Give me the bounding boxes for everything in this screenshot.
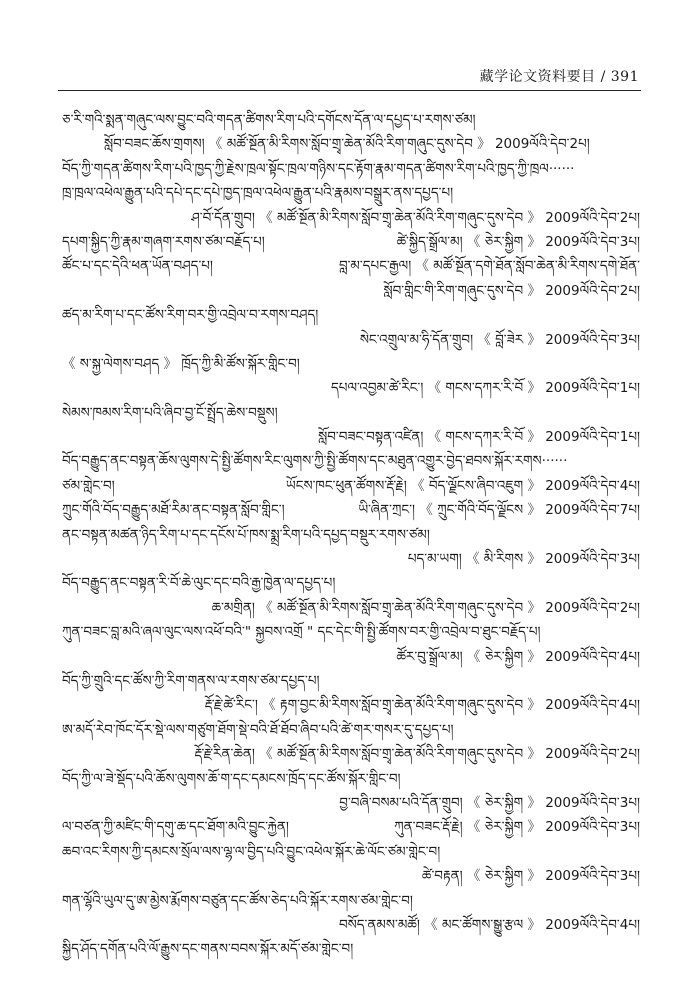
entry-citation-text: རྡོ་རྗེ་ཚེ་རིང་། 《 རྟག་བྱང་མི་རིགས་སློབ་གྲྭ་ཆེན་མོའི་རིག་གཞུང་དུས་དེབ 》 2009ལོའི་དེབ་4པ། <box>204 697 640 714</box>
bibliography-line <box>62 474 640 498</box>
running-header-title: 藏学论文资料要目 / 391 <box>479 69 639 85</box>
entry-title-text: ཅ་རི་གའི་སྨན་གཞུང་ལས་བྱུང་བའི་གདན་ཚིགས་རིག་པའི་དགོངས་དོན་ལ་དཔྱད་པ་རགས་ཙམ། <box>62 112 476 128</box>
bibliography-list <box>62 108 640 962</box>
entry-title-text: ཙམ་གླེང་བ། <box>62 477 115 494</box>
entry-title-text: བོད་ཀྱི་ལ་ཟེ་སྡོད་པའི་ཆོས་ལུགས་ཆོ་ག་དང་དམངས་ཁྲོད་དང་ཚོས་སྐོར་གླིང་བ། <box>62 770 401 787</box>
bibliography-line <box>62 693 640 717</box>
entry-citation-text: ཆ་མགྲིན། 《 མཚོ་སྔོན་མི་རིགས་སློབ་གྲྭ་ཆེན་མོའི་རིག་གཞུང་དུས་དེབ 》 2009ལོའི་དེབ་2པ། <box>211 599 640 616</box>
entry-citation-text: རྡོ་རྗེ་རིན་ཆེན། 《 མཚོ་སྔོན་མི་རིགས་སློབ་གྲྭ་ཆེན་མོའི་རིག་གཞུང་དུས་དེབ 》 2009ལོའི་དེབ་2པ། <box>194 746 640 763</box>
bibliography-line <box>62 376 640 400</box>
header-rule <box>58 90 641 91</box>
bibliography-line <box>62 840 640 864</box>
bibliography-line <box>62 767 640 791</box>
bibliography-line <box>62 449 640 473</box>
bibliography-line <box>62 132 640 156</box>
bibliography-line <box>62 937 640 961</box>
entry-citation-text: ཤ་བོ་དོན་གྲུབ། 《 མཚོ་སྔོན་མི་རིགས་སློབ་གྲྭ་ཆེན་མོའི་རིག་གཞུང་དུས་དེབ 》 2009ལོའི་དེབ་2པ། <box>191 209 640 226</box>
entry-citation-text: བླ་མ་དཔང་རྒྱལ། 《 མཚོ་སྔོན་དགེ་ཐོན་སློབ་ཆེན་མི་རིགས་དགེ་ཐོན་ <box>338 258 640 275</box>
entry-title-text: སློབ་བཟང་ཆོས་གྲགས། 《 མཚོ་སྔོན་མི་རིགས་སློབ་གྲྭ་ཆེན་མོའི་རིག་གཞུང་དུས་དེབ 》 2009ལོའི་དེབ་2པ། <box>104 136 590 153</box>
entry-title-text: བོད་བརྒྱུད་ནང་བསྟན་ཆོས་ལུགས་དེ་སྤྱི་ཚོགས་རིང་ལུགས་ཀྱི་སྤྱི་ཚོགས་དང་མཐུན་འགྱུར་བྱེད་ཐབས་སྐོར་རགས······ <box>62 453 568 470</box>
entry-citation-text: ཡི་ཞིན་ཀྲང་། 《 ཀྲུང་གོའི་བོད་ལྗོངས 》 2009ལོའི་དེབ་7པ། <box>358 502 640 519</box>
bibliography-line <box>62 571 640 595</box>
entry-citation-text: སློབ་བཟང་བསྟན་འཛིན། 《 གངས་དཀར་རི་བོ 》 2009ལོའི་དེབ་1པ། <box>318 429 640 446</box>
bibliography-line <box>62 889 640 913</box>
entry-citation-text: བྱ་བཞི་བསམ་པའི་དོན་གྲུབ། 《 ཅེར་སྐྱིག 》 2009ལོའི་དེབ་3པ། <box>339 794 640 811</box>
bibliography-line <box>62 303 640 327</box>
bibliography-line <box>62 181 640 205</box>
bibliography-line <box>62 425 640 449</box>
bibliography-line <box>62 596 640 620</box>
entry-title-text: ཁྲ་ཁྲལ་འཕེལ་རྒྱུན་པའི་དཔེ་དང་དཔེ་ཁྱད་ཁྲལ་འཕེལ་རྒྱུན་པའི་རྣམས་བསྒྲུར་ནས་དཔྱད་པ། <box>62 185 454 202</box>
entry-citation-text: བསོད་ནམས་མཚོ། 《 མང་ཚོགས་སྒྱུ་རྩལ 》 2009ལོའི་དེབ་4པ། <box>338 916 640 933</box>
entry-citation-text: དཔལ་འབྱམ་ཚེ་རིང་། 《 གངས་དཀར་རི་བོ 》 2009ལོའི་དེབ་1པ། <box>330 380 640 397</box>
entry-title-text: གན་ལྷོའི་ཡུལ་དུ་ཨ་མྱེས་རྨོགས་བཙུན་དང་ཚོས་ཅེད་པའི་སྐོར་རགས་ཙམ་གླེང་བ། <box>62 892 413 909</box>
bibliography-line <box>62 498 640 522</box>
bibliography-line <box>62 547 640 571</box>
bibliography-line <box>62 913 640 937</box>
bibliography-line <box>62 523 640 547</box>
entry-citation-text: ཚོར་བུ་སྒྲོལ་མ། 《 ཅེར་སྐྱིག 》 2009ལོའི་དེབ་4པ། <box>396 648 640 665</box>
bibliography-line <box>62 791 640 815</box>
entry-citation-text: ཡོངས་ཁང་ཕུན་ཚོགས་རྡོ་རྗེ། 《 བོད་ལྗོངས་ཞིབ་འཇུག 》 2009ལོའི་དེབ་4པ། <box>285 477 640 494</box>
entry-title-text: སེམས་ཁམས་རིག་པའི་ཞིབ་བྱ་ངོ་སྤྲོད་ཆེས་བསྡུས། <box>62 404 278 421</box>
bibliography-line <box>62 401 640 425</box>
bibliography-line <box>62 254 640 278</box>
entry-title-text: སྐྱིད་ཤོད་དགོན་པའི་ལོ་རྒྱུས་དང་གནས་བབས་སྐོར་མདོ་ཙམ་གླེང་བ། <box>62 941 354 958</box>
entry-title-text: ཀུན་བཟང་བླ་མའི་ཞལ་ལུང་ལས་འཕོ་བའི་" སྐྱབས་འགྲོ " དང་དེང་གི་སྤྱི་ཚོགས་བར་གྱི་འབྲེལ་བ་ཐུང་བརྗོད་པ། <box>62 624 541 641</box>
entry-title-text: ཀྲུང་གོའི་བོད་བརྒྱུད་མཐོ་རིམ་ནང་བསྟན་སློབ་གླིང་། <box>62 502 285 519</box>
bibliography-line <box>62 206 640 230</box>
entry-citation-text: པད་མ་ཡག། 《 མི་རིགས 》 2009ལོའི་དེབ་3པ། <box>407 551 640 568</box>
entry-title-text: ཨ་མདོ་རེབ་ཁོང་དོར་སྡེ་ལས་གཙུག་ཐོག་སྡེ་བའི་ཐོ་ཐོབ་ཞིབ་པའི་ཚེ་གར་གསར་དུ་དཔྱད་པ། <box>62 721 454 738</box>
bibliography-line <box>62 108 640 132</box>
bibliography-line <box>62 669 640 693</box>
bibliography-line <box>62 645 640 669</box>
entry-title-text: བོད་ཀྱི་གྲུའི་དང་ཚོས་ཀྱི་རིག་གནས་ལ་རགས་ཙམ་དཔྱད་པ། <box>62 672 320 689</box>
entry-title-text: ནང་བསྟན་མཚན་ཉིད་རིག་པ་དང་དངོས་པོ་ཁས་སྨྲ་རིག་པའི་དཔྱད་བསྡུར་རགས་ཙམ། <box>62 526 430 543</box>
entry-title-text: ལ་བཙན་ཀྱི་མཛིང་གི་དགུ་ཆ་དང་ཐོག་མའི་བྱུང་རྐྱེན། <box>62 819 289 836</box>
entry-title-text: ཚད་མ་རིག་པ་དང་ཚོས་རིག་བར་གྱི་འབྲེལ་བ་རགས་བཤད། <box>62 307 319 324</box>
bibliography-line <box>62 328 640 352</box>
entry-citation-text: སེང་འགྲུལ་མ་ཧི་དོན་གྲུབ། 《 བློ་ཟེར 》 2009ལོའི་དེབ་3པ། <box>359 331 640 348</box>
bibliography-line <box>62 157 640 181</box>
entry-citation-text: ཚེ་བརྟན། 《 ཅེར་སྐྱིག 》 2009ལོའི་དེབ་3པ། <box>421 868 640 885</box>
entry-title-text: བོད་ཀྱི་གདན་ཚིགས་རིག་པའི་ཁྱད་ཀྱི་རྗེས་ཁྲལ་སྟོང་ཁྲལ་གཉིས་དང་རྟོག་རྣམ་གདན་ཚིགས་རིག་པའི་ཁྱད་ཀྱི་ཁྲལ······ <box>62 160 575 177</box>
entry-title-text: 《 ས་སྐྱ་ལེགས་བཤད 》 ཁྲོད་ཀྱི་མི་ཚོས་སྐོར་གླིང་བ། <box>62 355 300 372</box>
bibliography-line <box>62 279 640 303</box>
entry-title-text: བོད་བརྒྱུད་ནང་བསྟན་རི་བོ་ཆེ་ལུང་དང་བའི་རྒྱ་ཁྱེན་ལ་དཔྱད་པ། <box>62 575 336 592</box>
entry-citation-text: ཀུན་བཟང་རྡོ་རྗེ། 《 ཅེར་སྐྱིག 》 2009ལོའི་དེབ་3པ། <box>394 819 640 836</box>
bibliography-line <box>62 742 640 766</box>
bibliography-line <box>62 718 640 742</box>
entry-citation-text: ཚེ་སྐྱིད་སྒྲོལ་མ། 《 ཅེར་སྐྱིག 》 2009ལོའི་དེབ་3པ། <box>396 233 640 250</box>
bibliography-line <box>62 230 640 254</box>
entry-title-text: ཆབ་འང་རིགས་ཀྱི་དམངས་སྲོལ་ལས་ལྷ་ལ་བྱིད་པའི་བྱུང་འཕེལ་སྐོར་ཆེ་ལོང་ཙམ་གླེང་བ། <box>62 843 441 860</box>
entry-citation-text: སློབ་གླིང་གི་རིག་གཞུང་དུས་དེབ 》 2009ལོའི་དེབ་2པ། <box>383 282 640 299</box>
entry-title-text: ཚོང་པ་དང་དེའི་ཕན་ཡོན་བཤད་པ། <box>62 258 213 275</box>
page-header <box>0 0 699 98</box>
entry-title-text: དཔག་སྐྱིད་ཀྱི་རྣམ་གཞག་རགས་ཙམ་བརྗོད་པ། <box>62 233 265 250</box>
bibliography-line <box>62 620 640 644</box>
bibliography-line <box>62 815 640 839</box>
bibliography-line <box>62 352 640 376</box>
bibliography-line <box>62 864 640 888</box>
